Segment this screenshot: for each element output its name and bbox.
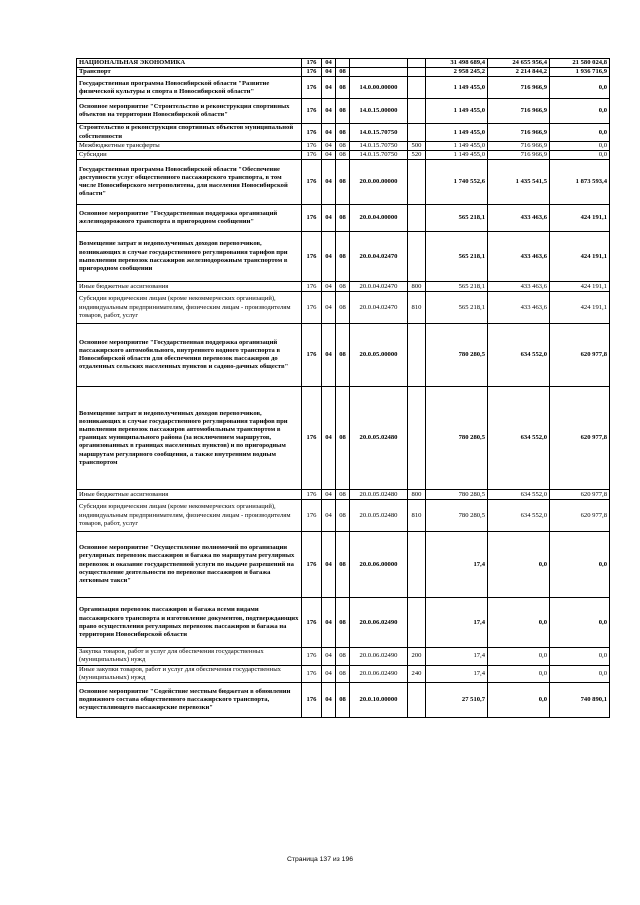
table-row [77, 141, 610, 150]
row-expense-type [408, 99, 426, 124]
row-target-article: 20.0.04.00000 [350, 205, 408, 232]
row-target-article [350, 59, 408, 68]
row-section-code: 04 [322, 665, 336, 682]
row-amount-year-2: 0,0 [488, 665, 550, 682]
table-row [77, 324, 610, 387]
row-section-code: 04 [322, 490, 336, 500]
row-amount-year-3: 21 580 024,8 [550, 59, 610, 68]
row-amount-year-3: 0,0 [550, 532, 610, 598]
row-target-article: 20.0.04.02470 [350, 282, 408, 292]
row-expense-type [408, 532, 426, 598]
table-row [77, 205, 610, 232]
row-target-article: 20.0.05.02480 [350, 490, 408, 500]
row-section-code: 04 [322, 77, 336, 99]
row-ved-code: 176 [302, 99, 322, 124]
row-section-code: 04 [322, 205, 336, 232]
row-amount-year-2: 433 463,6 [488, 232, 550, 282]
row-target-article: 20.0.05.02480 [350, 500, 408, 532]
row-target-article: 20.0.10.00000 [350, 683, 408, 718]
row-section-code: 04 [322, 151, 336, 160]
row-ved-code: 176 [302, 68, 322, 77]
row-subsection-code: 08 [336, 490, 350, 500]
row-name: Основное мероприятие "Строительство и реконструкция спортивных объектов на территории Новосибирской области" [77, 99, 302, 124]
row-name: Закупка товаров, работ и услуг для обеспечения государственных (муниципальных) нужд [77, 648, 302, 665]
row-subsection-code: 08 [336, 124, 350, 141]
row-name: Иные закупки товаров, работ и услуг для обеспечения государственных (муниципальных) нужд [77, 665, 302, 682]
row-name: Основное мероприятие "Государственная поддержка организаций железнодорожного транспорта в пригородном сообщении" [77, 205, 302, 232]
row-subsection-code: 08 [336, 151, 350, 160]
row-amount-year-2: 24 655 956,4 [488, 59, 550, 68]
budget-table [76, 58, 610, 718]
row-section-code: 04 [322, 598, 336, 648]
row-expense-type: 200 [408, 648, 426, 665]
row-name: Основное мероприятие "Содействие местным бюджетам в обновлении подвижного состава общественного пассажирского транспорта, осуществляющего пассажирские перевозки" [77, 683, 302, 718]
row-expense-type [408, 160, 426, 205]
row-section-code: 04 [322, 124, 336, 141]
row-amount-year-3: 620 977,8 [550, 324, 610, 387]
table-row [77, 77, 610, 99]
row-section-code: 04 [322, 532, 336, 598]
row-amount-year-1: 780 280,5 [426, 490, 488, 500]
row-subsection-code: 08 [336, 387, 350, 490]
table-row [77, 598, 610, 648]
row-name: Межбюджетные трансферты [77, 141, 302, 150]
row-amount-year-3: 1 936 716,9 [550, 68, 610, 77]
row-section-code: 04 [322, 68, 336, 77]
row-ved-code: 176 [302, 59, 322, 68]
row-ved-code: 176 [302, 232, 322, 282]
row-amount-year-1: 1 149 455,0 [426, 77, 488, 99]
row-ved-code: 176 [302, 141, 322, 150]
row-expense-type: 810 [408, 500, 426, 532]
row-expense-type [408, 124, 426, 141]
row-amount-year-1: 780 280,5 [426, 500, 488, 532]
row-amount-year-1: 780 280,5 [426, 324, 488, 387]
row-expense-type [408, 387, 426, 490]
row-subsection-code: 08 [336, 232, 350, 282]
row-section-code: 04 [322, 160, 336, 205]
row-subsection-code: 08 [336, 598, 350, 648]
row-amount-year-3: 0,0 [550, 648, 610, 665]
table-row [77, 232, 610, 282]
row-amount-year-3: 0,0 [550, 665, 610, 682]
row-expense-type [408, 232, 426, 282]
row-amount-year-2: 634 552,0 [488, 490, 550, 500]
row-expense-type: 500 [408, 141, 426, 150]
table-row [77, 151, 610, 160]
row-expense-type [408, 77, 426, 99]
row-amount-year-3: 424 191,1 [550, 232, 610, 282]
row-amount-year-1: 27 510,7 [426, 683, 488, 718]
row-ved-code: 176 [302, 151, 322, 160]
row-expense-type: 800 [408, 490, 426, 500]
row-subsection-code: 08 [336, 141, 350, 150]
row-ved-code: 176 [302, 77, 322, 99]
row-amount-year-2: 433 463,6 [488, 292, 550, 324]
row-amount-year-3: 0,0 [550, 77, 610, 99]
row-section-code: 04 [322, 59, 336, 68]
row-amount-year-2: 0,0 [488, 648, 550, 665]
row-subsection-code: 08 [336, 77, 350, 99]
row-amount-year-1: 2 958 245,2 [426, 68, 488, 77]
row-amount-year-2: 716 966,9 [488, 124, 550, 141]
row-amount-year-1: 565 218,1 [426, 232, 488, 282]
row-amount-year-1: 1 149 455,0 [426, 151, 488, 160]
row-ved-code: 176 [302, 387, 322, 490]
row-expense-type [408, 598, 426, 648]
row-amount-year-3: 0,0 [550, 598, 610, 648]
row-amount-year-3: 424 191,1 [550, 282, 610, 292]
row-amount-year-2: 716 966,9 [488, 77, 550, 99]
row-subsection-code: 08 [336, 500, 350, 532]
row-target-article: 20.0.05.02480 [350, 387, 408, 490]
row-target-article: 20.0.06.00000 [350, 532, 408, 598]
row-section-code: 04 [322, 387, 336, 490]
row-amount-year-3: 424 191,1 [550, 292, 610, 324]
table-row [77, 59, 610, 68]
row-ved-code: 176 [302, 324, 322, 387]
row-amount-year-2: 433 463,6 [488, 205, 550, 232]
table-row [77, 99, 610, 124]
row-section-code: 04 [322, 232, 336, 282]
row-section-code: 04 [322, 99, 336, 124]
row-name: Возмещение затрат и недополученных доходов перевозчиков, возникающих в случае государственного регулирования тарифов при выполнении перевозок пассажиров железнодорожным транспортом в пригородном сообщении [77, 232, 302, 282]
row-subsection-code: 08 [336, 99, 350, 124]
row-ved-code: 176 [302, 648, 322, 665]
row-section-code: 04 [322, 648, 336, 665]
row-amount-year-2: 0,0 [488, 532, 550, 598]
row-target-article [350, 68, 408, 77]
row-amount-year-1: 1 149 455,0 [426, 99, 488, 124]
row-amount-year-3: 424 191,1 [550, 205, 610, 232]
row-target-article: 20.0.06.02490 [350, 648, 408, 665]
row-amount-year-3: 1 873 593,4 [550, 160, 610, 205]
row-amount-year-1: 780 280,5 [426, 387, 488, 490]
row-ved-code: 176 [302, 490, 322, 500]
row-amount-year-1: 565 218,1 [426, 282, 488, 292]
row-name: Государственная программа Новосибирской области "Обеспечение доступности услуг общественного пассажирского транспорта, в том числе Новосибирского метрополитена, для населения Новосибирской области" [77, 160, 302, 205]
row-expense-type: 810 [408, 292, 426, 324]
row-section-code: 04 [322, 500, 336, 532]
row-amount-year-1: 1 149 455,0 [426, 141, 488, 150]
table-row [77, 282, 610, 292]
row-ved-code: 176 [302, 532, 322, 598]
row-amount-year-2: 634 552,0 [488, 500, 550, 532]
row-subsection-code: 08 [336, 205, 350, 232]
row-amount-year-3: 620 977,8 [550, 387, 610, 490]
page-number: Страница 137 из 196 [286, 856, 354, 863]
table-row [77, 500, 610, 532]
row-name: НАЦИОНАЛЬНАЯ ЭКОНОМИКА [77, 59, 302, 68]
row-section-code: 04 [322, 141, 336, 150]
row-amount-year-1: 17,4 [426, 532, 488, 598]
row-amount-year-3: 0,0 [550, 151, 610, 160]
row-target-article: 20.0.06.02490 [350, 598, 408, 648]
row-target-article: 14.0.15.70750 [350, 124, 408, 141]
row-amount-year-2: 433 463,6 [488, 282, 550, 292]
row-name: Субсидии юридическим лицам (кроме некоммерческих организаций), индивидуальным предпринимателям, физическим лицам - производителям товаров, работ, услуг [77, 500, 302, 532]
row-amount-year-3: 620 977,8 [550, 500, 610, 532]
row-amount-year-1: 17,4 [426, 665, 488, 682]
row-name: Организация перевозок пассажиров и багажа всеми видами пассажирского транспорта и изготовление документов, подтверждающих право осуществления регулярных перевозок пассажиров и багажа на территории Новосибирской области [77, 598, 302, 648]
row-subsection-code: 08 [336, 648, 350, 665]
row-target-article: 20.0.04.02470 [350, 292, 408, 324]
row-target-article: 14.0.00.00000 [350, 77, 408, 99]
row-ved-code: 176 [302, 282, 322, 292]
table-row [77, 124, 610, 141]
row-subsection-code [336, 59, 350, 68]
row-amount-year-2: 1 435 541,5 [488, 160, 550, 205]
row-amount-year-2: 716 966,9 [488, 151, 550, 160]
row-name: Иные бюджетные ассигнования [77, 282, 302, 292]
table-row [77, 648, 610, 665]
row-ved-code: 176 [302, 665, 322, 682]
row-amount-year-2: 0,0 [488, 598, 550, 648]
row-amount-year-1: 1 740 552,6 [426, 160, 488, 205]
row-subsection-code: 08 [336, 683, 350, 718]
row-subsection-code: 08 [336, 324, 350, 387]
table-row [77, 683, 610, 718]
row-subsection-code: 08 [336, 160, 350, 205]
row-amount-year-3: 620 977,8 [550, 490, 610, 500]
row-amount-year-3: 0,0 [550, 141, 610, 150]
row-amount-year-3: 0,0 [550, 124, 610, 141]
row-target-article: 14.0.15.70750 [350, 141, 408, 150]
row-section-code: 04 [322, 683, 336, 718]
table-row [77, 490, 610, 500]
budget-table-container [76, 58, 609, 718]
row-target-article: 20.0.04.02470 [350, 232, 408, 282]
table-row [77, 532, 610, 598]
row-target-article: 14.0.15.70750 [350, 151, 408, 160]
row-name: Государственная программа Новосибирской области "Развитие физической культуры и спорта в Новосибирской области" [77, 77, 302, 99]
row-target-article: 14.0.15.00000 [350, 99, 408, 124]
table-row [77, 387, 610, 490]
row-ved-code: 176 [302, 160, 322, 205]
row-amount-year-2: 0,0 [488, 683, 550, 718]
row-expense-type [408, 205, 426, 232]
row-name: Возмещение затрат и недополученных доходов перевозчиков, возникающих в случае государственного регулирования тарифов при выполнении перевозок пассажиров автомобильным транспортом в границах муниципального района (за исключением маршрутов, организованных в границах населенных пунктов) и по пригородным маршрутам регулярного сообщения, а также внутренним водным транспортом [77, 387, 302, 490]
table-row [77, 665, 610, 682]
row-amount-year-2: 716 966,9 [488, 99, 550, 124]
table-row [77, 68, 610, 77]
row-amount-year-3: 0,0 [550, 99, 610, 124]
row-ved-code: 176 [302, 124, 322, 141]
row-expense-type [408, 59, 426, 68]
row-name: Строительство и реконструкция спортивных объектов муниципальной собственности [77, 124, 302, 141]
row-ved-code: 176 [302, 500, 322, 532]
row-subsection-code: 08 [336, 292, 350, 324]
row-target-article: 20.0.06.02490 [350, 665, 408, 682]
row-amount-year-2: 2 214 844,2 [488, 68, 550, 77]
row-ved-code: 176 [302, 205, 322, 232]
row-target-article: 20.0.00.00000 [350, 160, 408, 205]
row-ved-code: 176 [302, 598, 322, 648]
row-amount-year-1: 565 218,1 [426, 292, 488, 324]
row-expense-type: 520 [408, 151, 426, 160]
row-amount-year-1: 1 149 455,0 [426, 124, 488, 141]
row-name: Основное мероприятие "Государственная поддержка организаций пассажирского автомобильного, внутреннего водного транспорта в Новосибирской области для обеспечения перевозок пассажиров до отдаленных сельских населенных пунктов и садово-дачных обществ" [77, 324, 302, 387]
budget-table-body [77, 59, 610, 718]
row-amount-year-2: 634 552,0 [488, 387, 550, 490]
row-amount-year-1: 565 218,1 [426, 205, 488, 232]
row-amount-year-3: 740 890,1 [550, 683, 610, 718]
row-expense-type [408, 324, 426, 387]
row-name: Иные бюджетные ассигнования [77, 490, 302, 500]
row-expense-type: 240 [408, 665, 426, 682]
row-subsection-code: 08 [336, 68, 350, 77]
row-ved-code: 176 [302, 683, 322, 718]
row-section-code: 04 [322, 324, 336, 387]
row-expense-type [408, 68, 426, 77]
row-amount-year-2: 634 552,0 [488, 324, 550, 387]
row-section-code: 04 [322, 292, 336, 324]
table-row [77, 160, 610, 205]
row-expense-type [408, 683, 426, 718]
row-ved-code: 176 [302, 292, 322, 324]
row-name: Субсидии [77, 151, 302, 160]
row-amount-year-1: 17,4 [426, 648, 488, 665]
row-subsection-code: 08 [336, 665, 350, 682]
row-amount-year-2: 716 966,9 [488, 141, 550, 150]
row-name: Субсидии юридическим лицам (кроме некоммерческих организаций), индивидуальным предпринимателям, физическим лицам - производителям товаров, работ, услуг [77, 292, 302, 324]
row-name: Транспорт [77, 68, 302, 77]
row-name: Основное мероприятие "Осуществление полномочий по организации регулярных перевозок пассажиров и багажа по маршрутам регулярных перевозок и оказание государственной услуги по выдаче разрешений на осуществление деятельности по перевозке пассажиров и багажа легковым такси" [77, 532, 302, 598]
table-row [77, 292, 610, 324]
row-amount-year-1: 17,4 [426, 598, 488, 648]
row-amount-year-1: 31 498 689,4 [426, 59, 488, 68]
row-target-article: 20.0.05.00000 [350, 324, 408, 387]
row-section-code: 04 [322, 282, 336, 292]
row-subsection-code: 08 [336, 532, 350, 598]
row-subsection-code: 08 [336, 282, 350, 292]
row-expense-type: 800 [408, 282, 426, 292]
